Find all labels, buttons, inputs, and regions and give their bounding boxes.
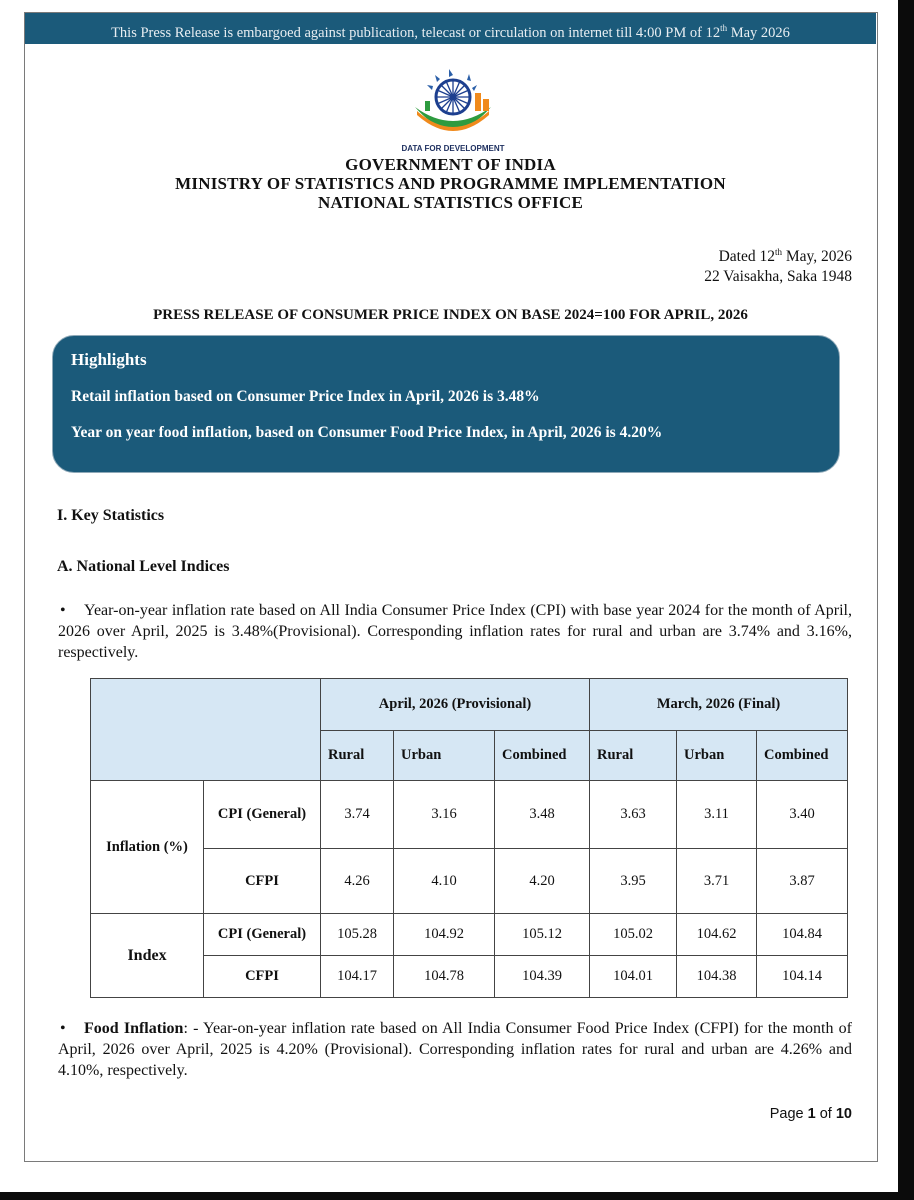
viewer-bottom-edge (0, 1192, 914, 1200)
table-period-march: March, 2026 (Final) (590, 679, 848, 731)
embargo-text: This Press Release is embargoed against publication, telecast or circulation on internet till 4:00 PM of 12 (111, 24, 721, 41)
highlights-heading: Highlights (71, 350, 147, 369)
press-release-title: PRESS RELEASE OF CONSUMER PRICE INDEX ON BASE 2024=100 FOR APRIL, 2026 (153, 307, 748, 323)
table-cell: 3.16 (394, 781, 495, 849)
table-cell: 4.20 (495, 849, 590, 914)
row-group-label: Inflation (%) (91, 781, 204, 914)
section-national-indices: A. National Level Indices (57, 558, 230, 575)
bullet-icon: • (60, 602, 66, 619)
table-cell: 3.40 (757, 781, 848, 849)
table-cell: 104.92 (394, 914, 495, 956)
row-label: CPI (General) (204, 781, 321, 849)
table-cell: 104.78 (394, 956, 495, 998)
table-row (91, 781, 848, 849)
col-header: Urban (677, 731, 757, 781)
table-cell: 4.10 (394, 849, 495, 914)
highlight-food-inflation: Year on year food inflation, based on Consumer Food Price Index, in April, 2026 is 4.20% (71, 424, 663, 441)
col-header: Urban (394, 731, 495, 781)
paragraph-cpi-text: Year-on-year inflation rate based on All India Consumer Price Index (CPI) with base year 2024 for the month of April, 2026 over April, 2025 is 3.48%(Provisional). Corresponding inflation rates for rural and urban are 3.74% and 3.16%, respectively. (58, 602, 852, 661)
table-period-april: April, 2026 (Provisional) (321, 679, 590, 731)
svg-text:DATA FOR DEVELOPMENT: DATA FOR DEVELOPMENT (401, 144, 505, 153)
col-header: Rural (321, 731, 394, 781)
paragraph-cpi-inflation (58, 600, 852, 663)
row-label: CFPI (204, 849, 321, 914)
col-header: Rural (590, 731, 677, 781)
col-header: Combined (757, 731, 848, 781)
saka-date: 22 Vaisakha, Saka 1948 (704, 268, 852, 285)
table-cell: 104.17 (321, 956, 394, 998)
table-cell: 3.71 (677, 849, 757, 914)
table-corner-cell-lower (91, 731, 321, 781)
document-page (24, 12, 878, 1162)
embargo-sup: th (720, 23, 728, 33)
section-key-statistics: I. Key Statistics (57, 507, 165, 524)
highlight-retail-inflation: Retail inflation based on Consumer Price Index in April, 2026 is 3.48% (71, 388, 540, 405)
table-cell: 105.12 (495, 914, 590, 956)
table-cell: 3.74 (321, 781, 394, 849)
table-cell: 104.84 (757, 914, 848, 956)
embargo-banner (25, 13, 876, 44)
table-cell: 3.63 (590, 781, 677, 849)
table-corner-cell (91, 679, 321, 731)
header-line-ministry: MINISTRY OF STATISTICS AND PROGRAMME IMPLEMENTATION (175, 174, 726, 193)
bullet-icon: • (60, 1020, 66, 1037)
table-cell: 105.02 (590, 914, 677, 956)
paragraph-food-inflation (58, 1018, 852, 1081)
header-line-office: NATIONAL STATISTICS OFFICE (318, 193, 583, 212)
cpi-table (90, 678, 848, 998)
table-cell: 105.28 (321, 914, 394, 956)
table-cell: 104.62 (677, 914, 757, 956)
viewer-right-edge (898, 0, 914, 1200)
row-group-label: Index (91, 914, 204, 998)
table-cell: 3.48 (495, 781, 590, 849)
table-row (91, 914, 848, 956)
release-date: Dated 12th May, 2026 (718, 247, 852, 266)
mospi-emblem-icon (397, 65, 509, 155)
table-cell: 104.39 (495, 956, 590, 998)
table-cell: 104.38 (677, 956, 757, 998)
food-inflation-lead: Food Inflation (84, 1020, 184, 1037)
table-row (91, 849, 848, 914)
table-cell: 104.01 (590, 956, 677, 998)
table-cell: 3.95 (590, 849, 677, 914)
highlights-box (52, 335, 840, 473)
table-cell: 3.11 (677, 781, 757, 849)
header-line-government: GOVERNMENT OF INDIA (345, 155, 556, 174)
page-indicator: Page 1 of 10 (769, 1106, 852, 1122)
table-cell: 4.26 (321, 849, 394, 914)
row-label: CPI (General) (204, 914, 321, 956)
food-inflation-text: : - Year-on-year inflation rate based on All India Consumer Food Price Index (CFPI) for the month of April, 2026 over April, 2025 is 4.20% (Provisional). Corresponding inflation rates for rural and urban are 4.26% and 4.10%, respectively. (58, 1020, 853, 1079)
col-header: Combined (495, 731, 590, 781)
embargo-date: May 2026 (727, 24, 790, 41)
row-label: CFPI (204, 956, 321, 998)
table-cell: 3.87 (757, 849, 848, 914)
table-cell: 104.14 (757, 956, 848, 998)
table-row (91, 956, 848, 998)
